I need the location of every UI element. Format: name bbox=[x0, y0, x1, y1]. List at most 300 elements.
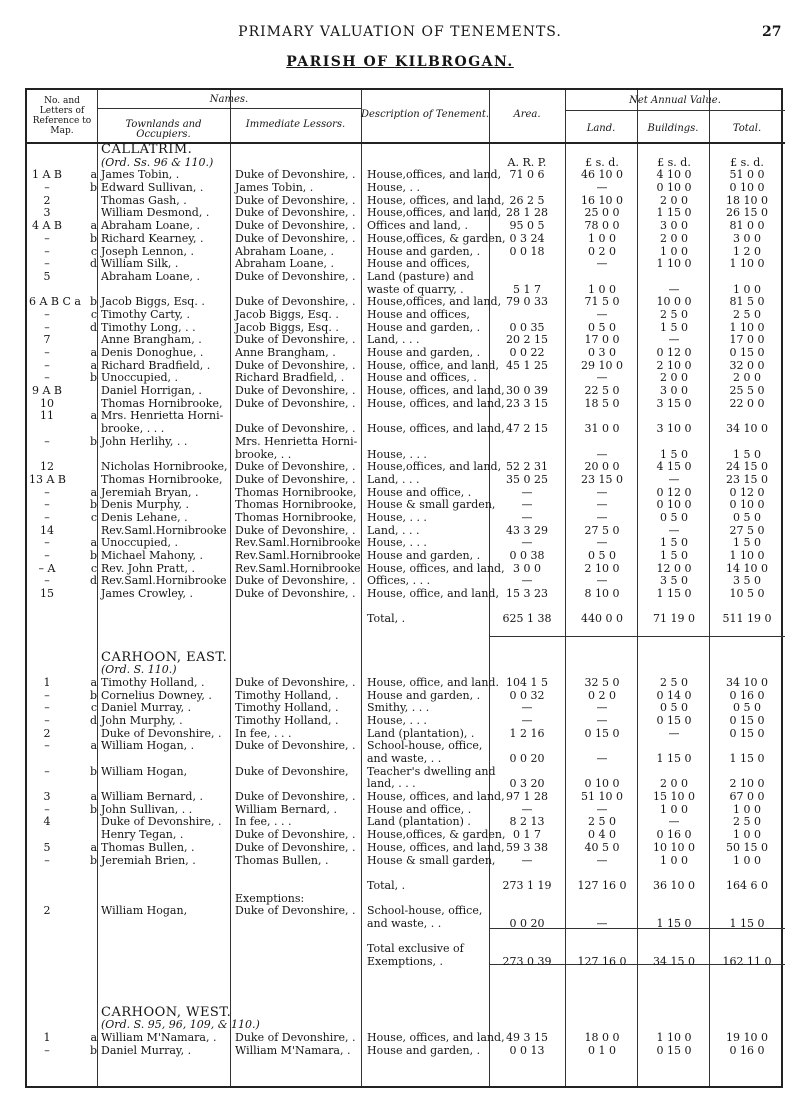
occupier-cell: Timothy Holland, . bbox=[101, 675, 205, 689]
occupier-cell: William Desmond, . bbox=[101, 206, 210, 220]
occupier-cell: Rev.Saml.Hornibrooke bbox=[101, 574, 227, 588]
area-cell: — bbox=[521, 802, 533, 816]
valuation-table bbox=[25, 88, 783, 1088]
land-value-cell: 23 15 0 bbox=[581, 472, 623, 486]
land-value-cell: — bbox=[596, 701, 608, 715]
land-value-cell: — bbox=[596, 536, 608, 550]
buildings-value-cell: 0 16 0 bbox=[656, 828, 692, 842]
ref-cell: – bbox=[44, 244, 50, 258]
lessor-cell: Duke of Devonshire, . bbox=[235, 168, 356, 182]
total-value-cell: 50 15 0 bbox=[726, 840, 768, 854]
area-cell: 0 0 20 bbox=[509, 752, 545, 765]
description-cell: Smithy, . . . bbox=[367, 701, 430, 715]
description-cell: Teacher's dwelling and bbox=[367, 764, 496, 778]
buildings-value-cell: 2 5 0 bbox=[660, 307, 688, 321]
area-cell: 59 3 38 bbox=[506, 840, 548, 854]
sub-letter-cell: a bbox=[90, 790, 97, 804]
land-value-cell: 0 5 0 bbox=[588, 320, 616, 334]
table-row bbox=[27, 550, 781, 563]
sub-letter-cell: a bbox=[90, 485, 97, 499]
land-value-cell: — bbox=[596, 510, 608, 524]
ref-cell: – bbox=[44, 549, 50, 562]
land-value-cell: 2 10 0 bbox=[584, 561, 620, 575]
occupier-cell: (Ord. Ss. 96 & 110.) bbox=[101, 155, 214, 169]
area-cell: 30 0 39 bbox=[506, 384, 548, 398]
land-value-cell: — bbox=[596, 713, 608, 727]
sub-letter-cell: c bbox=[90, 244, 97, 258]
table-row bbox=[27, 182, 781, 195]
area-cell: 8 2 13 bbox=[509, 815, 545, 829]
ref-column-header: No. and Letters of Reference to Map. bbox=[32, 96, 92, 136]
buildings-value-cell: 3 0 0 bbox=[660, 219, 688, 233]
lessor-cell: Duke of Devonshire, . bbox=[235, 460, 356, 474]
ref-cell: – bbox=[44, 713, 50, 727]
total-value-cell: 34 10 0 bbox=[726, 675, 768, 689]
land-value-cell: 0 3 0 bbox=[588, 346, 616, 359]
table-row bbox=[27, 981, 781, 994]
occupier-cell: John Murphy, . bbox=[101, 713, 183, 727]
total-value-cell: 162 11 0 bbox=[722, 955, 772, 968]
description-cell: Total, . bbox=[367, 612, 406, 626]
description-cell: House,offices, and land, bbox=[367, 168, 502, 182]
buildings-value-cell: 36 10 0 bbox=[653, 878, 695, 892]
land-value-cell: 0 5 0 bbox=[588, 549, 616, 562]
occupier-cell: Rev.Saml.Hornibrooke bbox=[101, 523, 227, 537]
ref-cell: – bbox=[44, 320, 50, 334]
lessor-cell: Duke of Devonshire, . bbox=[235, 396, 356, 410]
description-cell: House and offices, bbox=[367, 257, 470, 271]
occupier-cell: Edward Sullivan, . bbox=[101, 181, 204, 195]
area-cell: — bbox=[521, 498, 533, 512]
description-cell: House and office, . bbox=[367, 802, 472, 816]
total-value-cell: 0 16 0 bbox=[729, 1043, 765, 1057]
description-cell: Total exclusive of bbox=[367, 942, 464, 956]
sub-letter-cell: b bbox=[89, 295, 97, 309]
sub-letter-cell: b bbox=[89, 764, 97, 778]
area-cell: 0 0 18 bbox=[509, 244, 545, 258]
description-cell: House, . . . bbox=[367, 713, 427, 727]
buildings-value-cell: 34 15 0 bbox=[653, 955, 695, 968]
lessor-cell: Timothy Holland, . bbox=[235, 701, 339, 715]
sub-letter-cell: b bbox=[89, 181, 97, 195]
table-row bbox=[27, 1045, 781, 1058]
area-cell: — bbox=[521, 713, 533, 727]
lessor-cell: Duke of Devonshire, . bbox=[235, 574, 356, 588]
land-value-cell: 0 1 0 bbox=[588, 1043, 616, 1057]
occupier-cell: Henry Tegan, . bbox=[101, 828, 184, 842]
area-cell: 273 1 19 bbox=[502, 878, 552, 892]
area-cell: 3 0 0 bbox=[513, 561, 541, 575]
occupier-cell: brooke, . . . bbox=[101, 422, 165, 436]
land-value-cell: — bbox=[596, 802, 608, 816]
total-value-cell: 0 15 0 bbox=[729, 713, 765, 727]
buildings-value-cell: 71 19 0 bbox=[653, 612, 695, 626]
ref-cell: 12 bbox=[40, 460, 54, 474]
sub-letter-cell: a bbox=[90, 536, 97, 550]
total-value-cell: 26 15 0 bbox=[726, 206, 768, 220]
area-cell: 49 3 15 bbox=[506, 1031, 548, 1045]
total-value-cell: 10 5 0 bbox=[729, 587, 765, 601]
area-cell: 26 2 5 bbox=[509, 193, 545, 207]
sub-letter-cell: b bbox=[89, 231, 97, 245]
land-value-cell: 0 4 0 bbox=[588, 828, 616, 842]
occupier-cell: Daniel Murray, . bbox=[101, 1043, 192, 1057]
table-body bbox=[27, 144, 781, 1058]
occupier-cell: Anne Brangham, . bbox=[101, 333, 202, 347]
area-cell: 0 3 24 bbox=[509, 231, 545, 245]
lessor-cell: Duke of Devonshire, . bbox=[235, 840, 356, 854]
occupier-cell: Unoccupied, . bbox=[101, 371, 178, 385]
occupier-cell: Timothy Carty, . bbox=[101, 307, 191, 321]
table-row bbox=[27, 829, 781, 842]
area-cell: 79 0 33 bbox=[506, 295, 548, 309]
description-cell: House, offices, and land, bbox=[367, 422, 505, 436]
description-cell: land, . . . bbox=[367, 777, 416, 791]
table-row bbox=[27, 144, 781, 157]
description-cell: House, office, and land. bbox=[367, 675, 499, 689]
lessor-cell: Abraham Loane, . bbox=[235, 244, 334, 258]
land-value-cell: 1 0 0 bbox=[588, 282, 616, 296]
lessor-cell: Duke of Devonshire, . bbox=[235, 422, 356, 436]
area-cell: 0 0 22 bbox=[509, 346, 545, 359]
area-cell: 104 1 5 bbox=[506, 675, 548, 689]
total-value-cell: 23 15 0 bbox=[726, 472, 768, 486]
sub-letter-cell: c bbox=[90, 307, 97, 321]
occupier-cell: Nicholas Hornibrooke, bbox=[101, 460, 228, 474]
buildings-value-cell: 10 10 0 bbox=[653, 840, 695, 854]
buildings-value-cell: 15 10 0 bbox=[653, 790, 695, 804]
description-cell: House, offices, and land, bbox=[367, 396, 505, 410]
lessor-cell: Jacob Biggs, Esq. . bbox=[235, 320, 339, 334]
description-cell: Exemptions, . bbox=[367, 955, 443, 968]
total-value-cell: 2 5 0 bbox=[733, 307, 761, 321]
lessor-cell: Duke of Devonshire, . bbox=[235, 523, 356, 537]
total-value-cell: 3 5 0 bbox=[733, 574, 761, 588]
total-value-cell: 81 5 0 bbox=[729, 295, 765, 309]
description-cell: House and garden, . bbox=[367, 346, 481, 359]
area-cell: — bbox=[521, 536, 533, 550]
total-value-cell: 1 5 0 bbox=[733, 536, 761, 550]
total-value-cell: 2 5 0 bbox=[733, 815, 761, 829]
table-row bbox=[27, 918, 781, 931]
buildings-value-cell: 3 10 0 bbox=[656, 422, 692, 436]
townlands-header: Townlands and Occupiers. bbox=[125, 119, 202, 140]
lessor-cell: Duke of Devonshire, . bbox=[235, 193, 356, 207]
total-value-cell: 3 0 0 bbox=[733, 231, 761, 245]
land-value-cell: 46 10 0 bbox=[581, 168, 623, 182]
buildings-value-cell: 2 5 0 bbox=[660, 675, 688, 689]
occupier-cell: (Ord. S. 110.) bbox=[101, 663, 177, 677]
total-value-cell: 1 10 0 bbox=[729, 257, 765, 271]
total-value-cell: 1 15 0 bbox=[729, 916, 765, 930]
land-value-cell: 16 10 0 bbox=[581, 193, 623, 207]
occupier-cell: Richard Bradfield, . bbox=[101, 358, 211, 372]
lessor-cell: Exemptions: bbox=[235, 891, 305, 905]
description-cell: Land (plantation), . bbox=[367, 726, 475, 740]
total-value-cell: 0 10 0 bbox=[729, 181, 765, 195]
lessor-cell: Abraham Loane, . bbox=[235, 257, 334, 271]
description-cell: House & small garden, bbox=[367, 853, 496, 867]
land-value-cell: 0 2 0 bbox=[588, 244, 616, 258]
sub-letter-cell: a bbox=[90, 219, 97, 233]
description-cell: House and garden, . bbox=[367, 1043, 481, 1057]
lessor-cell: William Bernard, . bbox=[235, 802, 337, 816]
occupier-cell: William M'Namara, . bbox=[101, 1031, 217, 1045]
lessor-cell: Timothy Holland, . bbox=[235, 713, 339, 727]
lessor-cell: Thomas Hornibrooke, bbox=[235, 510, 357, 524]
ref-cell: 10 bbox=[40, 396, 54, 410]
sub-letter-cell: b bbox=[89, 1043, 97, 1057]
land-value-cell: 27 5 0 bbox=[584, 523, 620, 537]
total-value-cell: 1 5 0 bbox=[733, 447, 761, 461]
sub-letter-cell: a bbox=[90, 346, 97, 359]
description-cell: House,offices, & garden, bbox=[367, 231, 506, 245]
total-value-cell: 19 10 0 bbox=[726, 1031, 768, 1045]
description-cell: House, offices, and land, bbox=[367, 193, 505, 207]
lessor-cell: In fee, . . . bbox=[235, 726, 292, 740]
table-row bbox=[27, 664, 781, 677]
total-value-cell: 17 0 0 bbox=[729, 333, 765, 347]
table-row bbox=[27, 347, 781, 360]
land-value-cell: 51 10 0 bbox=[581, 790, 623, 804]
total-value-cell: 18 10 0 bbox=[726, 193, 768, 207]
ref-cell: – bbox=[44, 307, 50, 321]
occupier-cell: Thomas Hornibrooke, bbox=[101, 396, 223, 410]
ref-cell: 11 bbox=[40, 409, 54, 423]
total-value-cell: 1 10 0 bbox=[729, 549, 765, 562]
description-cell: House, offices, and land, bbox=[367, 384, 505, 398]
area-cell: 0 0 38 bbox=[509, 549, 545, 562]
land-value-cell: — bbox=[596, 485, 608, 499]
total-value-cell: 51 0 0 bbox=[729, 168, 765, 182]
area-cell: 0 0 32 bbox=[509, 688, 545, 702]
buildings-value-cell: 1 0 0 bbox=[660, 802, 688, 816]
area-cell: 43 3 29 bbox=[506, 523, 548, 537]
total-value-cell: 1 10 0 bbox=[729, 320, 765, 334]
total-header: Total. bbox=[732, 123, 762, 134]
lessor-cell: Rev.Saml.Hornibrooke bbox=[235, 561, 361, 575]
area-cell: 23 3 15 bbox=[506, 396, 548, 410]
buildings-value-cell: 1 10 0 bbox=[656, 1031, 692, 1045]
land-value-cell: — bbox=[596, 371, 608, 385]
ref-cell: 9 A B bbox=[31, 384, 63, 398]
land-value-cell: — bbox=[596, 307, 608, 321]
land-value-cell: £ s. d. bbox=[585, 155, 619, 169]
parish-title: PARISH OF KILBROGAN. bbox=[286, 54, 514, 70]
buildings-value-cell: 1 5 0 bbox=[660, 536, 688, 550]
total-value-cell: 1 0 0 bbox=[733, 828, 761, 842]
lessor-cell: Duke of Devonshire, bbox=[235, 764, 349, 778]
occupier-cell: John Sullivan, . . bbox=[101, 802, 193, 816]
table-row bbox=[27, 842, 781, 855]
area-cell: 15 3 23 bbox=[506, 587, 548, 601]
lessor-cell: Mrs. Henrietta Horni- bbox=[235, 434, 358, 448]
buildings-value-cell: — bbox=[668, 523, 680, 537]
total-value-cell: 0 12 0 bbox=[729, 485, 765, 499]
total-value-cell: 0 16 0 bbox=[729, 688, 765, 702]
sub-letter-cell: b bbox=[89, 371, 97, 385]
land-value-cell: — bbox=[596, 181, 608, 195]
occupier-cell: CARHOON, EAST. bbox=[101, 649, 228, 665]
description-cell: House, . . . bbox=[367, 447, 427, 461]
area-cell: 273 0 39 bbox=[502, 955, 552, 968]
ref-cell: – bbox=[44, 231, 50, 245]
occupier-cell: William Hogan, bbox=[101, 904, 188, 918]
occupier-cell: John Herlihy, . . bbox=[101, 434, 188, 448]
occupier-cell: William Bernard, . bbox=[101, 790, 203, 804]
buildings-value-cell: 2 0 0 bbox=[660, 777, 688, 791]
land-value-cell: 40 5 0 bbox=[584, 840, 620, 854]
total-value-cell: 25 5 0 bbox=[729, 384, 765, 398]
ref-cell: 5 bbox=[43, 840, 51, 854]
lessor-cell: Duke of Devonshire, . bbox=[235, 333, 356, 347]
ref-cell: – bbox=[44, 1043, 50, 1057]
land-value-cell: — bbox=[596, 916, 608, 930]
sub-letter-cell: c bbox=[90, 701, 97, 715]
table-row bbox=[27, 436, 781, 449]
area-cell: 1 2 16 bbox=[509, 726, 545, 740]
lessor-cell: Timothy Holland, . bbox=[235, 688, 339, 702]
description-cell: House and offices, bbox=[367, 307, 470, 321]
ref-cell: – bbox=[44, 802, 50, 816]
buildings-value-cell: 2 10 0 bbox=[656, 358, 692, 372]
lessor-cell: Duke of Devonshire, . bbox=[235, 231, 356, 245]
sub-letter-cell: d bbox=[89, 257, 97, 271]
lessor-cell: Duke of Devonshire, . bbox=[235, 739, 356, 753]
ref-cell: 7 bbox=[43, 333, 51, 347]
buildings-value-cell: 1 15 0 bbox=[656, 752, 692, 765]
total-value-cell: 27 5 0 bbox=[729, 523, 765, 537]
total-value-cell: 1 0 0 bbox=[733, 802, 761, 816]
ref-cell: 4 bbox=[43, 815, 51, 829]
area-cell: A. R. P. bbox=[507, 155, 547, 169]
buildings-value-cell: 0 10 0 bbox=[656, 498, 692, 512]
buildings-value-cell: 0 5 0 bbox=[660, 510, 688, 524]
area-cell: 5 1 7 bbox=[513, 282, 541, 296]
land-value-cell: 8 10 0 bbox=[584, 587, 620, 601]
description-cell: Land, . . . bbox=[367, 333, 420, 347]
lessor-cell: Duke of Devonshire, . bbox=[235, 1031, 356, 1045]
ref-cell: – bbox=[44, 498, 50, 512]
ref-cell: – bbox=[44, 434, 50, 448]
buildings-value-cell: 0 15 0 bbox=[656, 1043, 692, 1057]
description-cell: House and garden, . bbox=[367, 244, 481, 258]
total-value-cell: 14 10 0 bbox=[726, 561, 768, 575]
buildings-value-cell: 4 15 0 bbox=[656, 460, 692, 474]
buildings-header: Buildings. bbox=[647, 123, 699, 134]
buildings-value-cell: 2 0 0 bbox=[660, 371, 688, 385]
table-row bbox=[27, 474, 781, 487]
ref-cell: 13 A B bbox=[29, 472, 67, 486]
land-value-cell: 22 5 0 bbox=[584, 384, 620, 398]
table-row bbox=[27, 423, 781, 436]
occupier-cell: James Tobin, . bbox=[101, 168, 180, 182]
sub-letter-cell: a bbox=[90, 1031, 97, 1045]
table-row bbox=[27, 677, 781, 690]
buildings-value-cell: 0 15 0 bbox=[656, 713, 692, 727]
buildings-value-cell: — bbox=[668, 333, 680, 347]
lessor-cell: Duke of Devonshire, . bbox=[235, 358, 356, 372]
table-row bbox=[27, 512, 781, 525]
ref-cell: – bbox=[44, 371, 50, 385]
occupier-cell: Richard Kearney, . bbox=[101, 231, 204, 245]
area-cell: 52 2 31 bbox=[506, 460, 548, 474]
table-row bbox=[27, 258, 781, 271]
total-value-cell: 2 10 0 bbox=[729, 777, 765, 791]
sub-letter-cell: b bbox=[89, 853, 97, 867]
table-row bbox=[27, 855, 781, 868]
ref-cell: – bbox=[44, 764, 50, 778]
ref-cell: 14 bbox=[40, 523, 54, 537]
ref-cell: 1 A B bbox=[31, 168, 63, 182]
ref-cell: – bbox=[44, 853, 50, 867]
total-value-cell: 0 10 0 bbox=[729, 498, 765, 512]
names-header: Names. bbox=[209, 94, 249, 105]
lessor-cell: James Tobin, . bbox=[235, 181, 314, 195]
buildings-value-cell: 1 0 0 bbox=[660, 244, 688, 258]
occupier-cell: Rev. John Pratt, . bbox=[101, 561, 195, 575]
area-cell: 0 3 20 bbox=[509, 777, 545, 791]
lessor-cell: William M'Namara, . bbox=[235, 1043, 351, 1057]
ref-cell: 2 bbox=[43, 726, 51, 740]
description-cell: House, . . . bbox=[367, 536, 427, 550]
land-value-cell: — bbox=[596, 853, 608, 867]
buildings-value-cell: 1 15 0 bbox=[656, 206, 692, 220]
ref-cell: 1 bbox=[43, 675, 51, 689]
buildings-value-cell: — bbox=[668, 282, 680, 296]
lessors-header: Immediate Lessors. bbox=[245, 119, 346, 130]
sub-letter-cell: b bbox=[89, 549, 97, 562]
buildings-value-cell: 0 14 0 bbox=[656, 688, 692, 702]
area-cell: — bbox=[521, 701, 533, 715]
description-cell: House and office, . bbox=[367, 485, 472, 499]
buildings-value-cell: 0 10 0 bbox=[656, 181, 692, 195]
lessor-cell: Duke of Devonshire, . bbox=[235, 295, 356, 309]
table-row bbox=[27, 753, 781, 766]
ref-cell: 4 A B bbox=[31, 219, 63, 233]
occupier-cell: William Silk, . bbox=[101, 257, 179, 271]
land-value-cell: 18 0 0 bbox=[584, 1031, 620, 1045]
total-value-cell: 67 0 0 bbox=[729, 790, 765, 804]
lessor-cell: Duke of Devonshire, . bbox=[235, 828, 356, 842]
ref-cell: – bbox=[44, 510, 50, 524]
description-cell: Land, . . . bbox=[367, 523, 420, 537]
description-cell: Land (pasture) and bbox=[367, 269, 474, 283]
lessor-cell: Duke of Devonshire, . bbox=[235, 587, 356, 601]
nav-header: Net Annual Value. bbox=[629, 95, 721, 106]
ref-cell: – bbox=[44, 574, 50, 588]
occupier-cell: Abraham Loane, . bbox=[101, 219, 200, 233]
description-cell: Offices and land, . bbox=[367, 219, 469, 233]
description-cell: House, offices, and land, bbox=[367, 561, 505, 575]
occupier-cell: Denis Lehane, . bbox=[101, 510, 188, 524]
ref-cell: – bbox=[44, 701, 50, 715]
occupier-cell: Thomas Gash, . bbox=[101, 193, 187, 207]
page-number: 27 bbox=[762, 24, 782, 40]
lessor-cell: Duke of Devonshire, . bbox=[235, 790, 356, 804]
description-cell: and waste, . . bbox=[367, 916, 442, 930]
table-row bbox=[27, 385, 781, 398]
occupier-cell: CARHOON, WEST. bbox=[101, 1004, 232, 1020]
land-value-cell: — bbox=[596, 257, 608, 271]
total-value-cell: 0 15 0 bbox=[729, 346, 765, 359]
occupier-cell: Mrs. Henrietta Horni- bbox=[101, 409, 224, 423]
buildings-value-cell: 3 5 0 bbox=[660, 574, 688, 588]
table-row bbox=[27, 626, 781, 639]
buildings-value-cell: 3 0 0 bbox=[660, 384, 688, 398]
buildings-value-cell: 0 12 0 bbox=[656, 485, 692, 499]
buildings-value-cell: 0 5 0 bbox=[660, 701, 688, 715]
